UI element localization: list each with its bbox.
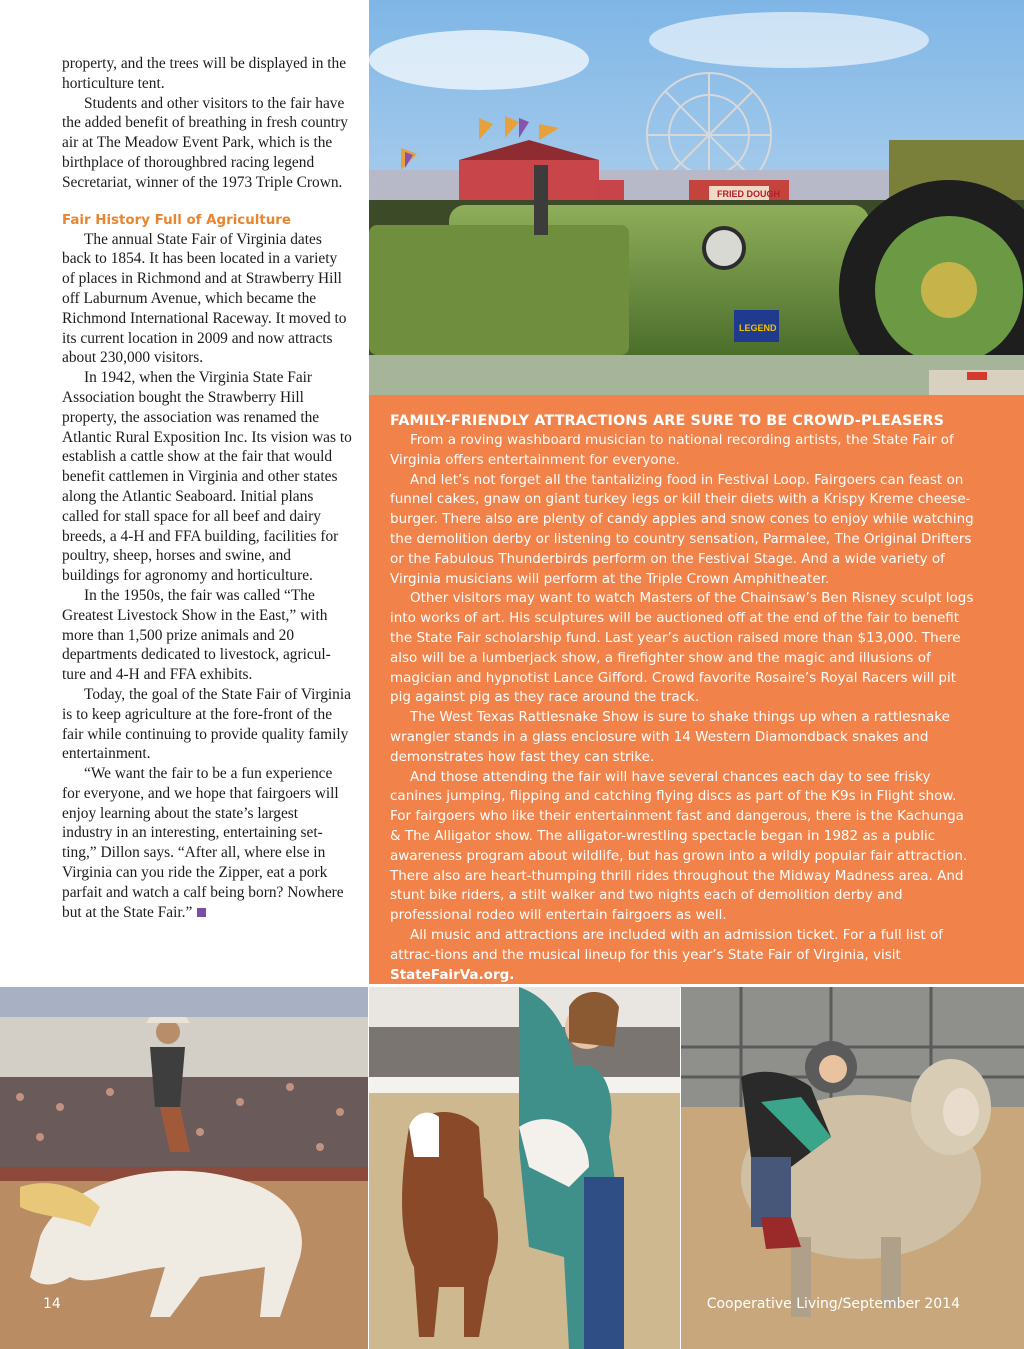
- section-heading: Fair History Full of Agriculture: [62, 212, 291, 228]
- fried-dough-sign: FRIED DOUGH: [717, 189, 780, 199]
- paragraph: Today, the goal of the State Fair of Virginia is to keep agriculture at the fore-front of the fair while continuing to provide quality family entertainment.: [62, 685, 351, 763]
- closing-paragraph: [62, 764, 352, 922]
- sidebar-paragraph: The West Texas Rattlesnake Show is sure to shake things up when a rattlesnake wrangler stands in a glass enclosure with 14 Western Diamondback snakes and demonstrates how fast they can strike.: [390, 709, 950, 765]
- attractions-sidebar: [369, 395, 1024, 984]
- sidebar-paragraph: From a roving washboard musician to national recording artists, the State Fair of Virginia offers entertainment for everyone.: [390, 432, 954, 468]
- sidebar-heading: FAMILY-FRIENDLY ATTRACTIONS ARE SURE TO BE CROWD-PLEASERS: [390, 413, 945, 429]
- paragraph: In the 1950s, the fair was called “The Greatest Livestock Show in the East,” with more than 1,500 prize animals and 20 departments dedicated to livestock, agricul-ture and 4-H and FFA exhibits.: [62, 586, 331, 684]
- sidebar-paragraph: Other visitors may want to watch Masters of the Chainsaw’s Ben Risney sculpt logs into works of art. His sculptures will be auctioned off at the end of the fair to benefit the State Fair scholarship fund. Last year’s auction raised more than $13,000. There also will be a lumberjack show, a firefighter show and the magic and illusions of magician and hypnotist Lance Gifford. Crowd favorite Rosaire’s Royal Racers will pit pig against pig as they race around the track.: [390, 590, 974, 706]
- left-article-column: [62, 54, 352, 922]
- page-number: 14: [43, 1296, 61, 1312]
- battery-label: LEGEND: [739, 323, 777, 333]
- sidebar-paragraph: And those attending the fair will have several chances each day to see frisky canines jumping, flipping and catching flying discs as part of the K9s in Flight show. For fairgoers who like their entertainment fast and dangerous, there is the Kachunga & The Alligator show. The alligator-wrestling spectacle began in 1982 as a public awareness program about wildlife, but has grown into a wildly popular fair attraction. There also are heart-thumping thrill rides throughout the Midway Madness area. And stunt bike riders, a stilt walker and two nights each of demolition derby and professional rodeo will entertain fairgoers as well.: [390, 768, 968, 924]
- paragraph: The annual State Fair of Virginia dates back to 1854. It has been located in a variety of places in Richmond and at Strawberry Hill off Laburnum Avenue, which became the Richmond International Raceway. It moved to its current location in 2009 and now attracts about 230,000 visitors.: [62, 230, 347, 367]
- closing-text: “We want the fair to be a fun experience for everyone, and we hope that fairgoers will enjoy learning about the state’s largest industry in an interesting, entertaining set-ting,” Dillon says. “After all, where else in Virginia can you ride the Zipper, eat a pork parfait and watch a calf being born? Nowhere but at the State Fair.”: [62, 765, 344, 921]
- sidebar-closing-paragraph: [390, 926, 975, 985]
- end-mark-icon: [197, 908, 206, 917]
- paragraph: Students and other visitors to the fair have the added benefit of breathing in fresh country air at The Meadow Event Park, which is the birthplace of thoroughbred racing legend Secretariat, winner of the 1973 Triple Crown.: [62, 94, 348, 191]
- publication-footer: Cooperative Living/September 2014: [706, 1296, 960, 1312]
- mutton-busting-photo: [681, 987, 1024, 1349]
- goat-show-photo: [369, 987, 680, 1349]
- rodeo-photo: [0, 987, 368, 1349]
- website-link[interactable]: StateFairVa.org.: [390, 966, 515, 983]
- sidebar-paragraph: And let’s not forget all the tantalizing food in Festival Loop. Fairgoers can feast on funnel cakes, gnaw on giant turkey legs or kill their diets with a Krispy Kreme cheese-burger. There also are plenty of candy apples and snow cones to enjoy while watching the demolition derby or listening to country sensation, Parmalee, The Original Drifters or the Fabulous Thunderbirds perform on the Festival Stage. And a wide variety of Virginia musicians will perform at the Triple Crown Amphitheater.: [390, 471, 974, 587]
- paragraph: In 1942, when the Virginia State Fair Association bought the Strawberry Hill property, the association was renamed the Atlantic Rural Exposition Inc. Its vision was to establish a cattle show at the fair that would benefit cattlemen in Virginia and other states along the Atlantic Seaboard. Initial plans called for stall space for all beef and dairy breeds, a 4-H and FFA building, facilities for poultry, sheep, horses and swine, and buildings for agronomy and horticulture.: [62, 369, 352, 585]
- tractor-photo: [369, 0, 1024, 395]
- paragraph: property, and the trees will be displayed in the horticulture tent.: [62, 55, 347, 92]
- sidebar-closing-text: All music and attractions are included with an admission ticket. For a full list of attrac-tions and the musical lineup for this year’s State Fair of Virginia, visit: [390, 926, 943, 963]
